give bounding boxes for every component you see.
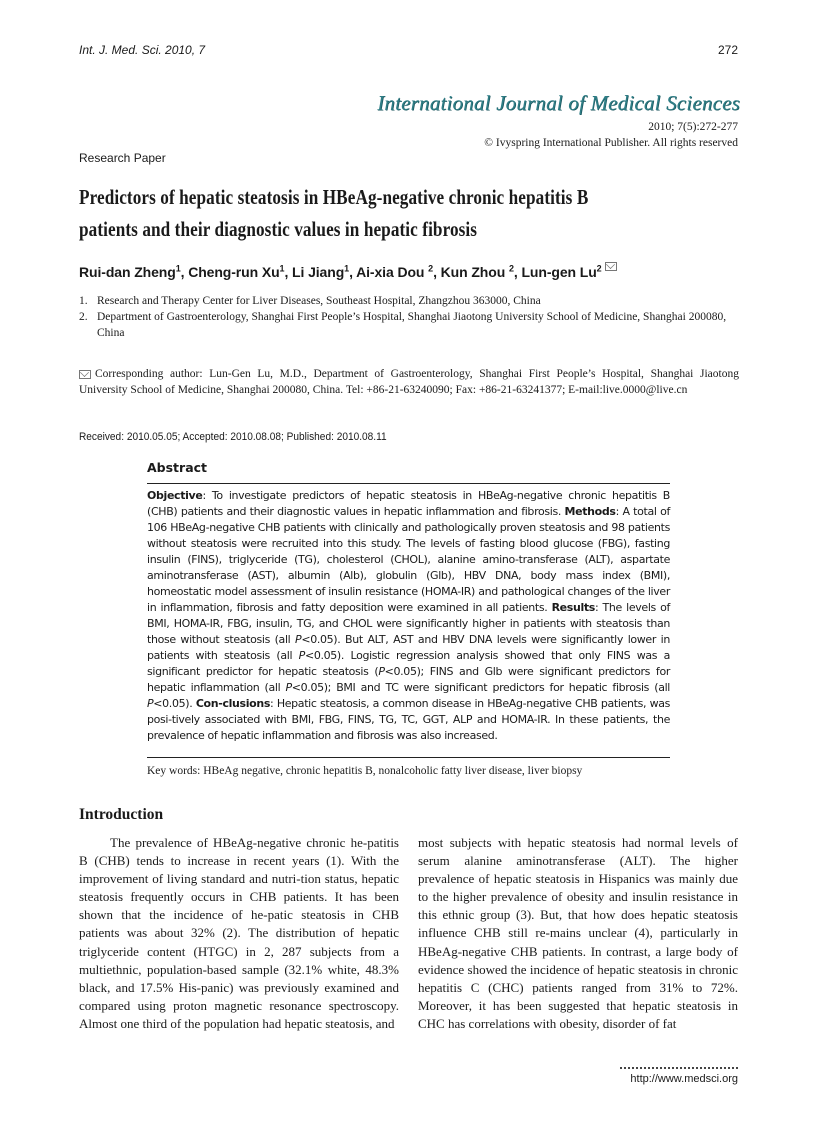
- author: Cheng-run Xu$^1$,: [188, 263, 293, 280]
- page-number: 272: [717, 43, 738, 57]
- abstract-section-label: Results: [551, 601, 595, 614]
- corresponding-author: Corresponding author: Lun-Gen Lu, M.D., Department of Gastroenterology, Shanghai First People’s Hospital, Shanghai Jiaotong University School of Medicine, Shanghai 200080, China. Tel: +86-21-63240090; Fax: +86-21-63241377; E-mail:live.0000@live.cn: [79, 368, 739, 396]
- abstract-text-segment: : A total of 106 HBeAg-negative CHB patients with clinically and pathologically proven steatosis and 98 patients without steatosis were recruited into this study. The levels of fasting blood glucose (FBG), fasting insulin (FINS), triglyceride (TG), cholesterol (CHOL), alanine amino-transferase (ALT), aspartate aminotransferase (AST), albumin (Alb), globulin (Glb), HBV DNA, body mass index (BMI), homeostatic model assessment of insulin resistance (HOMA-IR) and pathological changes of the liver in inflammation, fibrosis and fatty deposition were examined in all patients.: [147, 505, 671, 614]
- envelope-icon: [605, 262, 617, 271]
- abstract-section-label: Methods: [564, 505, 616, 518]
- title-line-2: patients and their diagnostic values in hepatic fibrosis: [79, 217, 478, 241]
- journal-logo: International Journal of Medical Sciences: [377, 91, 740, 115]
- envelope-icon: [79, 370, 91, 379]
- introduction-left-column: The prevalence of HBeAg-negative chronic he-patitis B (CHB) tends to increase in recent years (1). With the improvement of living standard and nutri-tion status, hepatic steatosis frequently occurs in CHB patients. It has been shown that the incidence of he-patic steatosis in CHB patients was about 32% (2). The distribution of hepatic triglyceride content (HTGC) in 2, 287 subjects from a multiethnic, population-based sample (32.1% white, 48.3% black, and 17.5% His-panic) was previously examined and compared using proton magnetic resonance spectroscopy. Almost one third of the population had hepatic steatosis, and: [79, 835, 399, 1031]
- introduction-right-column: most subjects with hepatic steatosis had normal levels of serum alanine aminotransferase (ALT). The higher prevalence of hepatic steatosis in Hispanics was mainly due to the higher prevalence of obesity and insulin resistance in this ethnic group (3). But, that how does hepatic steatosis influence CHB still re-mains unclear (4), particularly in HBeAg-negative CHB patients. In contrast, a large body of evidence showed the incidence of hepatic steatosis in chronic hepatitis C (CHC) patients ranged from 31% to 72%. Moreover, it has been suggested that hepatic steatosis in CHC has correlations with obesity, disorder of fat: [418, 835, 738, 1031]
- footer-url-link[interactable]: http://www.medsci.org: [630, 1073, 738, 1085]
- abstract-top-rule: [147, 483, 670, 484]
- abstract-text-segment: P: [378, 665, 385, 678]
- abstract-text-segment: P: [298, 649, 305, 662]
- abstract-text-segment: <0.05).: [153, 697, 196, 710]
- citation-info: 2010; 7(5):272-277: [648, 121, 738, 133]
- affiliation-item: 2. Department of Gastroenterology, Shanghai First People’s Hospital, Shanghai Jiaotong University School of Medicine, Shanghai 200080, China: [79, 311, 727, 339]
- abstract-section-label: Objective: [147, 489, 203, 502]
- paper-title: [79, 181, 739, 245]
- abstract-bottom-rule: [147, 757, 670, 758]
- abstract-text-segment: <0.05); BMI and TC were significant predictors for hepatic fibrosis (all: [291, 681, 670, 694]
- paper-type-label: Research Paper: [79, 151, 166, 165]
- introduction-heading: Introduction: [79, 806, 164, 823]
- abstract-text-segment: <0.05). Logistic regression analysis showed that only FINS was a significant predictor for hepatic steatosis (: [147, 649, 671, 678]
- author-list: [79, 262, 617, 280]
- author: Rui-dan Zheng$^1$,: [79, 263, 189, 280]
- abstract-heading: Abstract: [147, 460, 208, 475]
- abstract-text-segment: : To investigate predictors of hepatic steatosis in HBeAg-negative chronic hepatitis B (CHB) patients and their diagnostic values in hepatic inflammation and fibrosis.: [147, 489, 670, 518]
- abstract-text-segment: P: [147, 697, 154, 710]
- abstract-section-label: Con-clusions: [195, 697, 271, 710]
- affiliation-list: [79, 293, 739, 341]
- abstract-text-segment: : The levels of BMI, HOMA-IR, FBG, insulin, TG, and CHOL were significantly higher in patients with steatosis than those without steatosis (all: [147, 601, 670, 646]
- author: Lun-gen Lu$^2$: [521, 263, 602, 280]
- keywords: Key words: HBeAg negative, chronic hepatitis B, nonalcoholic fatty liver disease, liver biopsy: [147, 765, 583, 777]
- abstract-text-segment: <0.05). But ALT, AST and HBV DNA levels were significantly lower in patients with steatosis (all: [147, 633, 671, 662]
- abstract-text-segment: P: [285, 681, 292, 694]
- abstract-text-segment: <0.05); FINS and Glb were significant predictors for hepatic inflammation (all: [147, 665, 670, 694]
- affiliation-item: 1. Research and Therapy Center for Liver Diseases, Southeast Hospital, Zhangzhou 363000, China: [79, 295, 541, 307]
- abstract-body: [147, 488, 670, 744]
- title-line-1: Predictors of hepatic steatosis in HBeAg-negative chronic hepatitis B: [79, 185, 589, 209]
- publisher-copyright: © Ivyspring International Publisher. All rights reserved: [484, 137, 738, 149]
- author: Ai-xia Dou $^2$,: [356, 263, 441, 280]
- running-journal-header: Int. J. Med. Sci. 2010, 7: [79, 43, 206, 57]
- footer-dotted-rule: [620, 1067, 738, 1069]
- abstract-text-segment: P: [295, 633, 302, 646]
- author: Li Jiang$^1$,: [292, 263, 357, 280]
- abstract-text-segment: : Hepatic steatosis, a common disease in HBeAg-negative CHB patients, was posi-tively associated with BMI, FBG, FINS, TG, TC, GGT, ALP and HOMA-IR. In these patients, the prevalence of hepatic inflammation and fibrosis was also increased.: [147, 697, 670, 742]
- author: Kun Zhou $^2$,: [440, 263, 522, 280]
- publication-dates: Received: 2010.05.05; Accepted: 2010.08.08; Published: 2010.08.11: [79, 431, 387, 443]
